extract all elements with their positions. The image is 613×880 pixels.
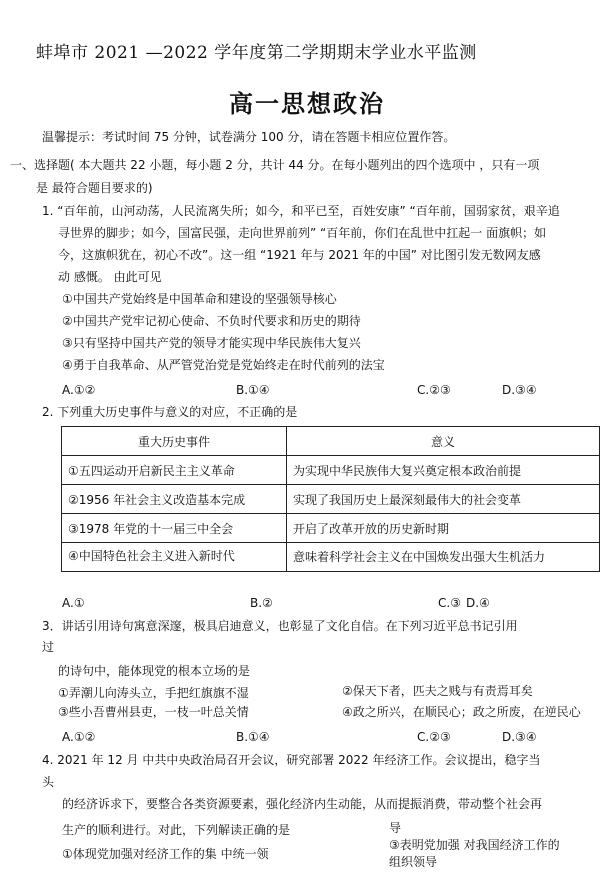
section-title-line1: 一、选择题( 本大题共 22 小题，每小题 2 分，共计 44 分。在每小题列出的四个选项中 ，只有一项: [10, 158, 540, 172]
table-row: [62, 456, 600, 485]
event-cell: ①五四运动开启新民主主义革命: [62, 456, 287, 485]
q1-option-d[interactable]: D.③④: [502, 383, 537, 397]
exam-title: 蚌埠市 2021 —2022 学年度第二学期期末学业水平监测: [36, 43, 477, 63]
table-row: [62, 543, 600, 572]
q3-stem-line2: 过: [42, 640, 55, 654]
q3-stem-line3: 的诗句中，能体现党的根本立场的是: [58, 664, 251, 678]
exam-notice: 温馨提示：考试时间 75 分钟，试卷满分 100 分，请在答题卡相应位置作答。: [42, 130, 456, 144]
q4-statement-tail: 导: [389, 821, 402, 835]
q1-statement: ④勇于自我革命、从严管党治党是党始终走在时代前列的法宝: [62, 358, 385, 372]
q2-stem: 2. 下列重大历史事件与意义的对应，不正确的是: [42, 405, 298, 419]
q3-option-b[interactable]: B.①④: [236, 730, 270, 744]
q2-option-b[interactable]: B.②: [250, 596, 273, 610]
section-title-line2: 是 最符合题目要求的): [36, 181, 153, 195]
q3-stem-line1: 3．讲话引用诗句寓意深邃，极具启迪意义，也彰显了文化自信。在下列习近平总书记引用: [42, 619, 518, 633]
q1-statement: ③只有坚持中国共产党的领导才能实现中华民族伟大复兴: [62, 336, 361, 350]
q3-statement: ④政之所兴，在顺民心；政之所废，在逆民心: [342, 705, 581, 719]
q4-statement: 组织领导: [389, 855, 438, 869]
q2-option-a[interactable]: A.①: [62, 596, 85, 610]
meaning-cell: 为实现中华民族伟大复兴奠定根本政治前提: [287, 456, 600, 485]
q3-option-a[interactable]: A.①②: [62, 730, 96, 744]
q4-stem-line2: 头: [42, 775, 55, 789]
q3-option-c[interactable]: C.②③: [417, 730, 451, 744]
column-header-meaning: 意义: [287, 427, 600, 456]
q4-stem-line3: 的经济诉求下，要整合各类资源要素，强化经济内生动能，从而提振消费，带动整个社会再: [62, 797, 543, 811]
q1-option-a[interactable]: A.①②: [62, 383, 96, 397]
q2-option-d[interactable]: D.④: [466, 596, 490, 610]
meaning-cell: 开启了改革开放的历史新时期: [287, 514, 600, 543]
event-cell: ②1956 年社会主义改造基本完成: [62, 485, 287, 514]
q1-option-b[interactable]: B.①④: [236, 383, 270, 397]
event-cell: ③1978 年党的十一届三中全会: [62, 514, 287, 543]
q1-stem-line3: 今，这旗帜犹在，初心不改”。这一组 “1921 年与 2021 年的中国” 对比图引发无数网友感: [58, 248, 541, 262]
q1-option-c[interactable]: C.②③: [417, 383, 451, 397]
q4-statement: ①体现党加强对经济工作的集 中统一领: [62, 847, 269, 861]
q3-option-d[interactable]: D.③④: [502, 730, 537, 744]
q1-statement: ②中国共产党牢记初心使命、不负时代要求和历史的期待: [62, 314, 361, 328]
q3-statement: ③些小吾曹州县吏，一枝一叶总关情: [58, 705, 249, 719]
q4-statement: ③表明党加强 对我国经济工作的: [389, 838, 560, 852]
q2-option-c[interactable]: C.③: [438, 596, 461, 610]
q3-statement: ②保天下者，匹夫之贱与有责焉耳矣: [342, 684, 533, 698]
q3-statement: ①弄潮儿向涛头立，手把红旗旗不湿: [58, 686, 249, 700]
column-header-event: 重大历史事件: [62, 427, 287, 456]
meaning-cell: 实现了我国历史上最深刻最伟大的社会变革: [287, 485, 600, 514]
q1-stem-line2: 寻世界的脚步；如今，国富民强，走向世界前列” “百年前，你们在乱世中扛起一 面旗帜；如: [58, 226, 547, 240]
event-cell: ④中国特色社会主义进入新时代: [62, 543, 287, 572]
meaning-text: 意味着科学社会主义在中国焕发出强大生机活力: [293, 549, 546, 564]
history-events-table: [61, 426, 600, 572]
q1-stem-line4: 动 感慨。 由此可见: [58, 270, 162, 284]
q1-statement: ①中国共产党始终是中国革命和建设的坚强领导核心: [62, 292, 337, 306]
q1-stem-line1: 1. “百年前，山河动荡，人民流离失所；如今，和平已至，百姓安康” “百年前，国弱家贫，艰辛追: [42, 204, 560, 218]
subject-title: 高一思想政治: [229, 90, 385, 118]
table-row: [62, 514, 600, 543]
meaning-cell: [287, 543, 600, 572]
table-row: [62, 485, 600, 514]
table-header-row: [62, 427, 600, 456]
q4-stem-line4: 生产的顺利进行。对此，下列解读正确的是: [62, 823, 291, 837]
q4-stem-line1: 4. 2021 年 12 月 中共中央政治局召开会议，研究部署 2022 年经济工作。会议提出，稳字当: [42, 753, 541, 767]
